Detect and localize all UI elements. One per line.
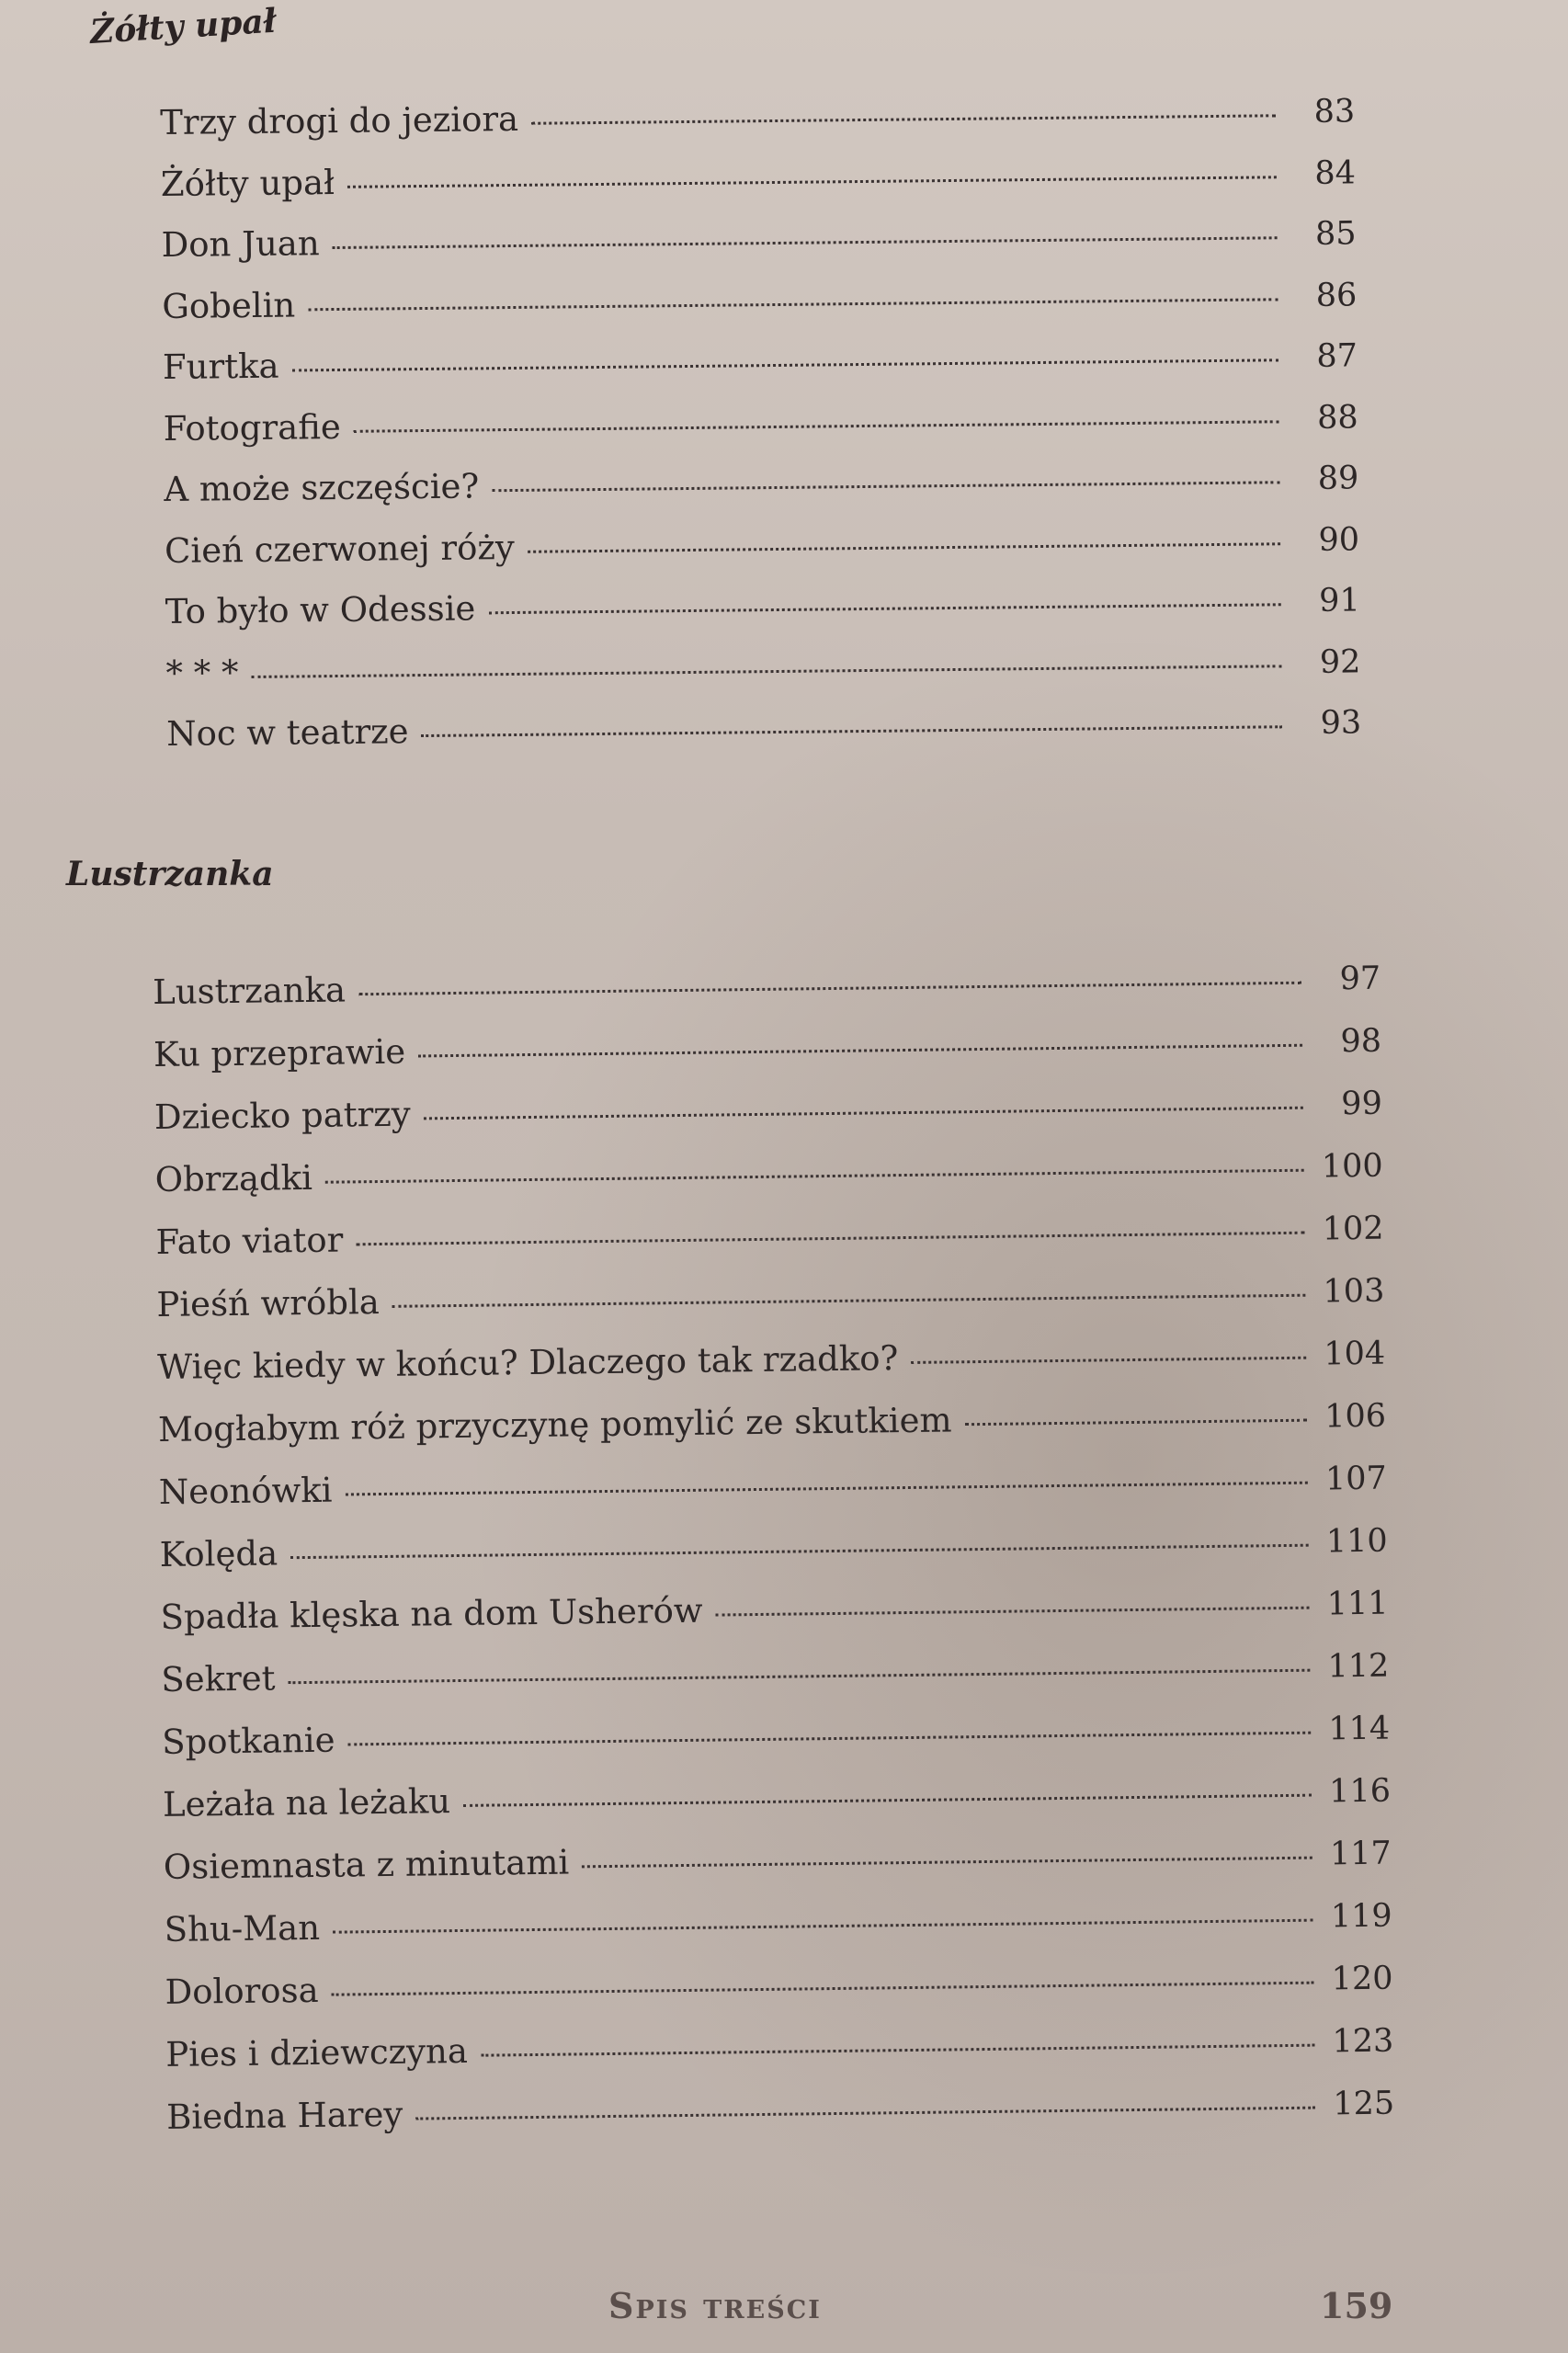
dot-leader <box>346 1482 1308 1496</box>
toc-entry-page-number: 83 <box>1313 93 1356 131</box>
toc-entry-page-number: 114 <box>1328 1710 1391 1748</box>
toc-entry-page-number: 125 <box>1333 2085 1395 2123</box>
toc-entry-page-number: 89 <box>1317 460 1359 497</box>
dot-leader <box>289 1669 1311 1685</box>
toc-entry-title: Obrządki <box>154 1157 313 1199</box>
dot-leader <box>333 1919 1313 1934</box>
dot-leader <box>325 1169 1304 1184</box>
toc-entry-title: Ku przeprawie <box>153 1031 406 1074</box>
toc-entry-title: Neonówki <box>158 1470 333 1512</box>
toc-entry-page-number: 93 <box>1320 704 1362 742</box>
toc-entry-title: Shu-Man <box>164 1907 321 1949</box>
section-title-lustrzanka: Lustrzanka <box>66 855 274 893</box>
toc-entry-page-number: 120 <box>1331 1960 1393 1998</box>
dot-leader <box>332 1982 1314 1996</box>
toc-entry-page-number: 106 <box>1324 1397 1387 1436</box>
dot-leader <box>308 298 1278 311</box>
toc-entry-title: Spotkanie <box>161 1720 335 1762</box>
toc-entry-page-number: 90 <box>1318 520 1360 559</box>
dot-leader <box>488 603 1280 614</box>
toc-entry-title: Fotografie <box>163 406 341 449</box>
section-title-zolty-upal: Żółty upał <box>88 1 278 51</box>
toc-entry-title: Pies i dziewczyna <box>165 2030 469 2075</box>
toc-entry-title: Dziecko patrzy <box>153 1094 411 1137</box>
toc-entry-page-number: 110 <box>1325 1522 1388 1561</box>
toc-entry-title: To było w Odessie <box>165 588 476 631</box>
toc-entry-title: Trzy drogi do jeziora <box>160 98 519 142</box>
toc-entry-title: Noc w teatrze <box>165 711 409 754</box>
toc-list-zolty-upal <box>160 90 1362 775</box>
toc-entry-page-number: 104 <box>1324 1335 1386 1373</box>
toc-entry-title: Don Juan <box>161 223 320 265</box>
toc-entry-title: Kolęda <box>159 1533 278 1574</box>
dot-leader <box>356 1232 1304 1246</box>
toc-entry-page-number: 116 <box>1328 1772 1392 1811</box>
dot-leader <box>347 1732 1311 1746</box>
toc-entry-title: Dolorosa <box>165 1970 319 2012</box>
toc-entry-page-number: 91 <box>1318 582 1360 620</box>
toc-entry-title: * * * <box>165 652 239 693</box>
dot-leader <box>354 420 1279 433</box>
toc-entry-page-number: 111 <box>1326 1585 1389 1623</box>
toc-entry-title: Biedna Harey <box>165 2094 403 2137</box>
toc-entry-title: Cień czerwonej róży <box>164 527 516 571</box>
dot-leader <box>290 1544 1309 1560</box>
dot-leader <box>531 114 1276 124</box>
toc-entry-page-number: 123 <box>1332 2022 1394 2061</box>
toc-entry <box>166 701 1362 775</box>
dot-leader <box>492 481 1279 492</box>
toc-entry-page-number: 103 <box>1323 1272 1385 1311</box>
toc-entry-page-number: 88 <box>1316 398 1358 437</box>
toc-entry-title: Lustrzanka <box>153 970 347 1012</box>
toc-entry-page-number: 99 <box>1341 1085 1383 1123</box>
toc-entry-page-number: 107 <box>1324 1460 1388 1498</box>
dot-leader <box>415 2107 1315 2120</box>
toc-entry-page-number: 112 <box>1327 1647 1390 1686</box>
toc-entry-page-number: 92 <box>1319 642 1361 681</box>
dot-leader <box>292 358 1278 371</box>
toc-entry-page-number: 119 <box>1330 1897 1392 1936</box>
toc-entry-page-number: 86 <box>1315 276 1358 314</box>
toc-entry-page-number: 100 <box>1321 1147 1383 1186</box>
toc-entry-page-number: 117 <box>1329 1835 1392 1873</box>
toc-entry-page-number: 84 <box>1314 153 1357 192</box>
dot-leader <box>911 1357 1306 1364</box>
dot-leader <box>716 1607 1310 1617</box>
dot-leader <box>582 1857 1312 1869</box>
dot-leader <box>422 725 1283 737</box>
toc-entry-page-number: 87 <box>1316 337 1358 375</box>
dot-leader <box>424 1107 1303 1120</box>
toc-entry-page-number: 97 <box>1339 960 1381 998</box>
toc-entry-title: Więc kiedy w końcu? Dlaczego tak rzadko? <box>156 1338 899 1387</box>
toc-entry-page-number: 98 <box>1340 1022 1382 1061</box>
dot-leader <box>333 236 1278 249</box>
footer-section-label: Spis treści <box>608 2285 822 2326</box>
dot-leader <box>347 176 1277 188</box>
dot-leader <box>358 982 1301 996</box>
dot-leader <box>252 665 1282 678</box>
dot-leader <box>481 2044 1314 2057</box>
toc-entry-page-number: 102 <box>1322 1210 1384 1248</box>
dot-leader <box>418 1044 1302 1058</box>
toc-entry-title: Leżała na leżaku <box>162 1781 451 1824</box>
dot-leader <box>528 542 1280 553</box>
toc-entry-title: A może szczęście? <box>164 466 480 509</box>
toc-entry-title: Sekret <box>161 1658 276 1699</box>
dot-leader <box>965 1419 1307 1427</box>
toc-entry-title: Furtka <box>162 346 279 387</box>
toc-entry-title: Gobelin <box>162 284 296 326</box>
toc-entry-title: Mogłabym róż przyczynę pomylić ze skutkiem <box>157 1400 952 1449</box>
dot-leader <box>392 1294 1306 1308</box>
toc-entry-title: Spadła klęska na dom Usherów <box>160 1590 703 1637</box>
footer-page-number: 159 <box>1320 2285 1393 2326</box>
dot-leader <box>463 1794 1312 1807</box>
toc-entry-title: Fato viator <box>155 1220 344 1262</box>
toc-entry-page-number: 85 <box>1314 215 1357 253</box>
toc-entry-title: Żółty upał <box>160 162 335 204</box>
toc-entry-title: Osiemnasta z minutami <box>163 1842 570 1887</box>
toc-list-lustrzanka <box>153 958 1395 2160</box>
toc-entry-title: Pieśń wróbla <box>156 1282 381 1324</box>
